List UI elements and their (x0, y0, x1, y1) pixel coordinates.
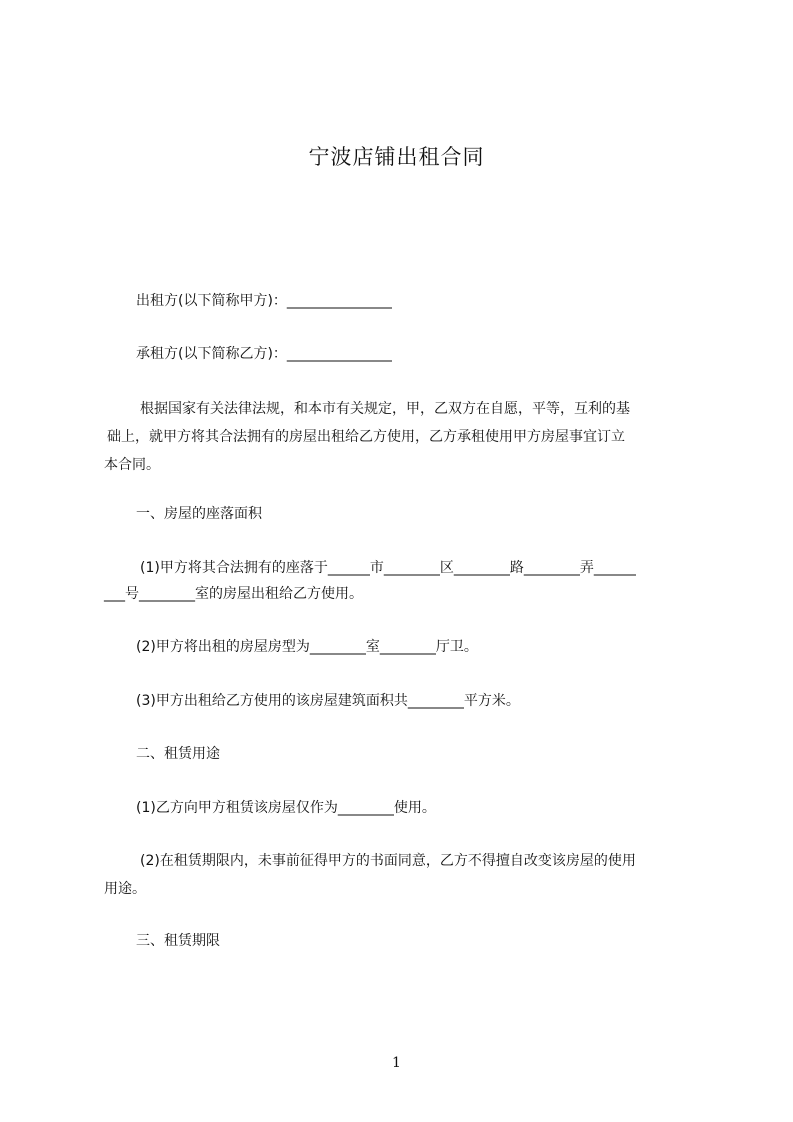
section-2-item-2-line-2: 用途。 (104, 881, 146, 897)
preamble-line-3: 本合同。 (104, 457, 160, 473)
preamble-line-2: 础上，就甲方将其合法拥有的房屋出租给乙方使用，乙方承租使用甲方房屋事宜订立 (107, 429, 625, 445)
lessee-line: 承租方(以下简称乙方)：_______________ (136, 346, 392, 362)
section-2-item-2-line-1: (2)在租赁期限内，未事前征得甲方的书面同意，乙方不得擅自改变该房屋的使用 (140, 853, 636, 869)
section-2-heading: 二、租赁用途 (136, 746, 220, 762)
section-1-heading: 一、房屋的座落面积 (136, 506, 262, 522)
page-number: 1 (392, 1055, 401, 1071)
section-1-item-1-line-2: ___号________室的房屋出租给乙方使用。 (104, 586, 363, 602)
preamble-line-1: 根据国家有关法律法规，和本市有关规定，甲，乙双方在自愿，平等，互利的基 (140, 401, 630, 417)
section-1-item-1-line-1: (1)甲方将其合法拥有的座落于______市________区________路________弄______ (140, 560, 636, 576)
section-1-item-2: (2)甲方将出租的房屋房型为________室________厅卫。 (136, 639, 478, 655)
lessor-line: 出租方(以下简称甲方)：_______________ (136, 293, 392, 309)
section-1-item-3: (3)甲方出租给乙方使用的该房屋建筑面积共________平方米。 (136, 693, 520, 709)
section-3-heading: 三、租赁期限 (136, 933, 220, 949)
document-title: 宁波店铺出租合同 (308, 145, 485, 169)
section-2-item-1: (1)乙方向甲方租赁该房屋仅作为________使用。 (136, 800, 436, 816)
